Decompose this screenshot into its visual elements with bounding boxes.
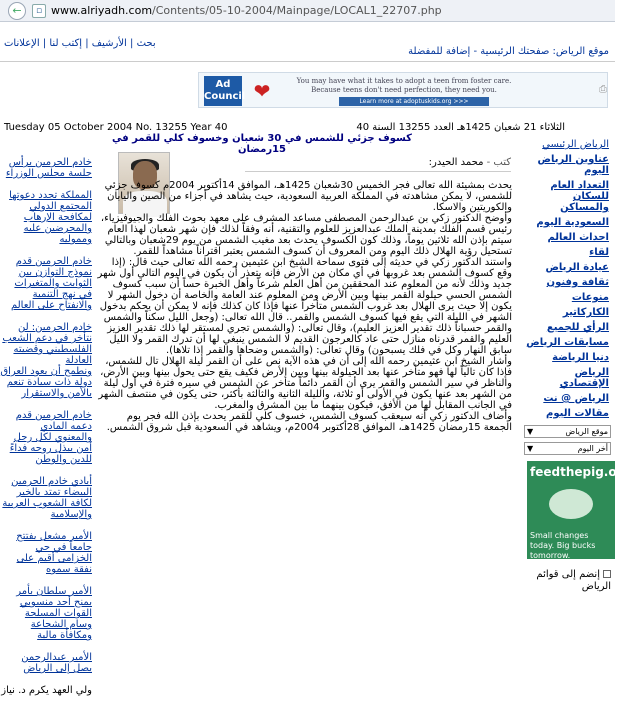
sidebar-item-world-events[interactable]: احداث العالم: [547, 232, 609, 243]
sidebar-item-culture[interactable]: ثقافة وفنون: [546, 277, 609, 288]
adoptuskids-logo-icon: ❤: [253, 79, 271, 103]
sidebar-item-saudi-today[interactable]: السعودية اليوم: [536, 217, 609, 228]
ad-text: You may have what it takes to adopt a teen from foster care. Because teens don't need perfection, they need you.: [296, 77, 512, 94]
feedthepig-ad-title: feedthepig.org: [530, 465, 631, 479]
sidebar-item-home[interactable]: الرياض الرئيسي: [542, 139, 609, 150]
article-body: [96, 180, 512, 433]
feedthepig-ad-text: Small changes today. Big bucks tomorrow.: [530, 531, 596, 560]
address-bar: [0, 0, 615, 22]
related-link[interactable]: الأمير عبدالرحمن يصل إلى الرياض: [21, 652, 92, 674]
related-link[interactable]: ونطمح أن يعود العراق دولة ذات سيادة تنعم بالأمن والاستقرار: [0, 366, 92, 399]
ad-council-logo: Ad Council: [204, 76, 242, 106]
author-label: كتب -: [486, 157, 511, 168]
page-icon: ▫: [32, 4, 46, 18]
author-name: محمد الحيدر:: [428, 157, 484, 168]
url-field[interactable]: [51, 4, 442, 17]
sidebar-item-economy[interactable]: الرياض الإقتصادي: [559, 367, 609, 389]
site-select[interactable]: [524, 425, 611, 438]
related-link[interactable]: الأمير مشعل يفتتح جامعاً في حي الخزامى أقيم على نفقة سموه: [16, 531, 92, 575]
site-select-value: موقع الرياض: [565, 427, 608, 436]
sidebar-item-census[interactable]: التعداد العام للسكان والمساكن: [550, 180, 609, 213]
related-link[interactable]: الأمير سلطان بأمر بمنح أحد منسوبي القوات المسلحة وسام الشجاعة ومكافأة مالية: [16, 586, 92, 641]
latest-select-value: أخر اليوم: [577, 444, 608, 453]
sidebar-item-misc[interactable]: منوعات: [571, 292, 609, 303]
date-arabic: الثلاثاء 21 شعبان 1425هـ العدد 13255 السنة 40: [356, 122, 565, 133]
join-label: إنضم إلى قوائم الرياض: [536, 569, 611, 592]
sidebar-item-interview[interactable]: لقاء: [589, 247, 609, 258]
related-link[interactable]: المملكة تجدد دعوتها المجتمع الدولي لمكافحة الإرهاب والمحرضين عليه ومموليه: [9, 190, 92, 245]
author-byline: [429, 157, 511, 168]
sidebar-item-contests[interactable]: مسابقات الرياض: [526, 337, 609, 348]
mailing-list-join[interactable]: [524, 569, 611, 593]
sidebar-nav: [520, 137, 631, 593]
sidebar-item-sports[interactable]: دنيا الرياضة: [552, 352, 609, 363]
divider: [245, 171, 511, 172]
ad-banner[interactable]: [198, 72, 608, 108]
related-link[interactable]: خادم الحرمين: لن نتأخر في دعم الشعب الفلسطيني وقضيته العادلة: [2, 322, 92, 366]
related-link[interactable]: أيادي خادم الحرمين البيضاء تمتد بالخير لكافة الشعوب العربية والإسلامية: [2, 476, 92, 520]
article-paragraph: وأوضح الدكتور زكي بن عبدالرحمن المصطفى مساعد المشرف على معهد بحوث الفلك والجيوفيزياء، رئيس قسم الفلك بمدينة الملك عبدالعزيز للعلوم والتقنية، أنه وفقاً لذلك فإن شهر شعبان لهذا العام سيتم بإذن الله ثلاثين يوماً، وذلك كون الكسوف يحدث بعد مغيب الشمس من يوم 29شعبان وبالتالي تستحيل رؤية الهلال ذلك اليوم ومن المعروف أن كسوف الشمس يعتبر اقتراناً مشاهداً للقمر.: [100, 213, 512, 257]
latest-select[interactable]: [524, 442, 611, 455]
article-paragraph: يحدث بمشيئة الله تعالى فجر الخميس 30شعبان 1425هـ، الموافق 14أكتوبر 2004م كسوف جزئي للشمس، لا يمكن مشاهدته في المملكة العربية السعودية، حيث يشاهد في أجزاء من الصين واليابان والكوريتين والاسكا.: [104, 180, 512, 213]
date-english: Tuesday 05 October 2004 No. 13255 Year 40: [4, 122, 228, 133]
related-link[interactable]: خادم الحرمين يرأس جلسة مجلس الوزراء: [5, 157, 92, 179]
sidebar-item-articles[interactable]: مقالات اليوم: [546, 408, 609, 419]
homepage-favorites-links[interactable]: موقع الرياض: صفحتك الرئيسية - إضافة للمفضلة: [408, 46, 609, 57]
feedthepig-ad[interactable]: [527, 461, 631, 560]
article-paragraph: وأضاف الدكتور زكي أنه سيعقب كسوف الشمس، خسوف كلي للقمر يحدث بإذن الله فجر يوم الجمعة 15رمضان 1425هـ، الموافق 28أكتوبر 2004م، ويشاهد في السعودية قبل شروق الشمس.: [106, 411, 512, 433]
related-link[interactable]: خادم الحرمين قدم دعمه المادي والمعنوي لكل رجل أمن يبذل روحه فداءً للدين والوطن: [9, 410, 92, 465]
piggy-bank-icon: [549, 489, 593, 519]
ad-learn-more-button[interactable]: Learn more at adoptuskids.org >>>: [339, 97, 489, 106]
article-paragraph: واستند الدكتور زكي في حديثه إلى فتوى سماحة الشيخ ابن عثيمين رحمه الله تعالى حيث قال: (إذا وقع كسوف الشمس بعد غروبها في أي مكان من الأرض فإنه يتعذر أن يكون في اليوم التالي أول شهر جديد وذلك لأنه من المعلوم عند المحققين من أهل العلم شرعاً وأهل الخبرة حساً أن سبب كسوف الشمس الحسي حيلولة القمر بينها وبين الأرض ومن المعلوم عند العامة والخاصة أن دخول الشهر لا يكون إلا حيث يرى الهلال بعد غروب الشمس متأخراً عنها فإذا كان كذلك فإنه لا يمكن أن يحكم بدخول الشهر في الليلة التي يقع فيها كسوف الشمس والقمر.. قال الله تعالى: (وجعل الليل سكناً والشمس والقمر حسباناً ذلك تقدير العزيز العليم)، وقال تعالى: (والشمس تجري لمستقر لها ذلك تقدير العزيز العليم والقمر قدرناه منازل حتى عاد كالعرجون القديم لا الشمس ينبغي لها أن تدرك القمر ولا الليل سابق النهار وكل في فلك يسبحون) وقال تعالى: (والشمس وضحاها والقمر إذا تلاها).: [97, 257, 512, 356]
sidebar-item-caricature[interactable]: الكاركاتير: [562, 307, 609, 318]
top-links-bar: [0, 22, 615, 62]
url-path: /Contents/05-10-2004/Mainpage/LOCAL1_22707.php: [152, 4, 442, 17]
related-news-list: [0, 157, 94, 707]
sidebar-item-clinic[interactable]: عيادة الرياض: [545, 262, 609, 273]
url-domain: www.alriyadh.com: [51, 4, 153, 17]
join-checkbox[interactable]: [603, 570, 611, 578]
chevron-down-icon: ▼: [527, 427, 534, 436]
article-paragraph: وأشار الشيخ ابن عثيمين رحمه الله إلى أن في هذه الآية نص على أن القمر ليلة الهلال تال للشمس، فإذا كان تالياً لها فهو متأخر عنها بعد الحيلولة بينها وبين الأرض فكيف يقع حتى يحول بينها وبين الأرض، والناظر في سير الشمس والقمر يرى أن القمر دائماً متأخر عن الشمس في سيره فترة في أول ليلة من الشهر بعد عنها يكون في الأولى أو ثلاثة، والليلة الثانية والثالثة بأكثر، حتى يكون في منتصف الشهر في الجانب المقابل لها من الأفق، فيكون بينهما ما بين المشرق والمغرب.: [98, 356, 512, 411]
site-tools-links[interactable]: بحث | الأرشيف | إكتب لنا | الإعلانات: [4, 38, 156, 49]
back-arrow-icon[interactable]: ←: [8, 2, 26, 20]
article-headline: كسوف جزئي للشمس في 30 شعبان وخسوف كلي للقمر في 15رمضان: [112, 133, 412, 155]
sidebar-item-headlines[interactable]: عناوين الرياض اليوم: [537, 154, 609, 176]
sidebar-item-opinion[interactable]: الرأي للجميع: [546, 322, 609, 333]
chevron-down-icon: ▼: [527, 444, 534, 453]
related-link[interactable]: خادم الحرمين قدم نموذج التوازن بين الثوابت والمتغيرات في نهج التنمية والانفتاح على العالم: [10, 256, 92, 311]
print-icon[interactable]: ⎙: [599, 84, 607, 95]
sidebar-item-net[interactable]: الرياض @ نت: [543, 393, 609, 404]
related-link[interactable]: ولي العهد يكرم د. نياز: [1, 685, 92, 696]
